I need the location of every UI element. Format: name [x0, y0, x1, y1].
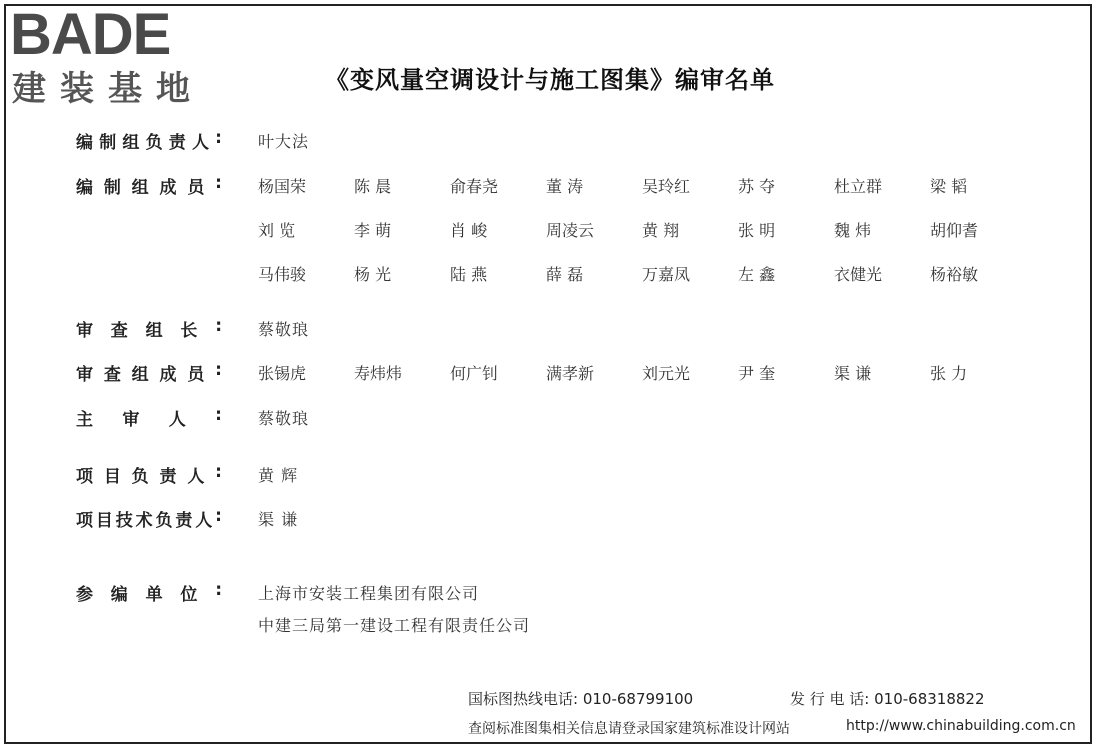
member-name: 渠 谦	[834, 364, 872, 383]
label-char: 员	[187, 365, 205, 385]
label-char: :	[215, 580, 222, 600]
distribution-phone: 发 行 电 话: 010-68318822	[790, 690, 985, 708]
label-char: 审	[122, 410, 140, 430]
chief-reviewer-name: 蔡敬琅	[258, 409, 310, 428]
member-name: 万嘉凤	[642, 265, 691, 284]
member-name: 肖 峻	[450, 221, 488, 240]
lookup-note: 查阅标准图集相关信息请登录国家建筑标准设计网站	[468, 721, 790, 737]
member-name: 马伟骏	[258, 265, 307, 284]
label-char: 责	[175, 511, 193, 531]
label-char: 查	[103, 365, 121, 385]
label-char: 查	[110, 321, 128, 341]
label-char: 责	[159, 467, 177, 487]
label-char: 负	[131, 467, 149, 487]
member-name: 满孝新	[546, 364, 595, 383]
member-name: 尹 奎	[738, 364, 776, 383]
label-char: 人	[187, 467, 205, 487]
label-char: 员	[187, 178, 205, 198]
review-leader-label	[76, 316, 222, 341]
label-char: :	[215, 506, 222, 526]
label-char: 参	[76, 585, 93, 605]
project-leader-label	[76, 462, 222, 487]
label-char: 长	[180, 321, 198, 341]
label-char: :	[215, 128, 222, 148]
logo-latin-text: BADE	[10, 2, 171, 67]
label-char: 人	[195, 511, 213, 531]
member-name: 衣健光	[834, 265, 883, 284]
member-name: 梁 韬	[930, 177, 968, 196]
label-char: :	[215, 462, 222, 482]
label-char: :	[215, 173, 222, 193]
label-char: 人	[168, 410, 186, 430]
compile-members-label	[76, 173, 222, 198]
label-char: 位	[180, 585, 198, 605]
chief-reviewer-label	[76, 405, 222, 430]
label-char: 成	[159, 178, 177, 198]
label-char: :	[215, 405, 222, 425]
review-leader-name: 蔡敬琅	[258, 320, 310, 339]
member-name: 左 鑫	[738, 265, 776, 284]
member-name: 吴玲红	[642, 177, 691, 196]
label-char: 单	[145, 585, 163, 605]
page-title: 《变风量空调设计与施工图集》编审名单	[325, 66, 775, 94]
member-name: 何广钊	[450, 364, 499, 383]
label-char: 成	[159, 365, 177, 385]
label-char: :	[215, 360, 222, 380]
label-char: 组	[131, 178, 149, 198]
label-char: 审	[76, 321, 93, 341]
project-leader-name: 黄 辉	[258, 466, 299, 485]
website-link[interactable]: http://www.chinabuilding.com.cn	[846, 718, 1076, 734]
member-name: 黄 翔	[642, 221, 680, 240]
member-name: 杜立群	[834, 177, 883, 196]
label-char: 编	[110, 585, 128, 605]
member-name: 张锡虎	[258, 364, 307, 383]
participants-label	[76, 580, 222, 605]
label-char: 审	[76, 365, 93, 385]
label-char: 编	[76, 133, 93, 153]
label-char: 制	[99, 133, 117, 153]
label-char: 项	[76, 511, 93, 531]
compile-leader-name: 叶大法	[258, 132, 310, 151]
label-char: 责	[168, 133, 186, 153]
member-name: 俞春尧	[450, 177, 499, 196]
label-char: 编	[76, 178, 93, 198]
label-char: 术	[135, 511, 153, 531]
hotline-phone: 国标图热线电话: 010-68799100	[468, 690, 694, 708]
label-char: 项	[76, 467, 93, 487]
label-char: 负	[155, 511, 173, 531]
label-char: 负	[145, 133, 163, 153]
member-name: 陆 燕	[450, 265, 488, 284]
member-name: 杨 光	[354, 265, 392, 284]
label-char: 主	[76, 410, 93, 430]
member-name: 胡仰耆	[930, 221, 979, 240]
member-name: 苏 夺	[738, 177, 776, 196]
compile-leader-label	[76, 128, 222, 153]
member-name: 寿炜炜	[354, 364, 403, 383]
label-char: 制	[103, 178, 121, 198]
member-name: 刘元光	[642, 364, 691, 383]
participant-unit: 中建三局第一建设工程有限责任公司	[258, 616, 531, 635]
label-char: 组	[122, 133, 140, 153]
member-name: 周凌云	[546, 221, 595, 240]
member-name: 李 萌	[354, 221, 392, 240]
label-char: :	[215, 316, 222, 336]
project-tech-leader-label	[76, 506, 222, 531]
member-name: 杨裕敏	[930, 265, 979, 284]
label-char: 人	[191, 133, 209, 153]
project-tech-leader-name: 渠 谦	[258, 510, 299, 529]
label-char: 组	[145, 321, 163, 341]
member-name: 刘 览	[258, 221, 296, 240]
member-name: 薛 磊	[546, 265, 584, 284]
review-members-label	[76, 360, 222, 385]
member-name: 杨国荣	[258, 177, 307, 196]
label-char: 目	[103, 467, 121, 487]
member-name: 陈 晨	[354, 177, 392, 196]
participant-unit: 上海市安装工程集团有限公司	[258, 584, 480, 603]
label-char: 技	[115, 511, 133, 531]
member-name: 魏 炜	[834, 221, 872, 240]
member-name: 张 力	[930, 364, 968, 383]
label-char: 组	[131, 365, 149, 385]
logo-chinese-text: 建装基地	[12, 69, 204, 109]
member-name: 董 涛	[546, 177, 584, 196]
label-char: 目	[95, 511, 113, 531]
member-name: 张 明	[738, 221, 776, 240]
